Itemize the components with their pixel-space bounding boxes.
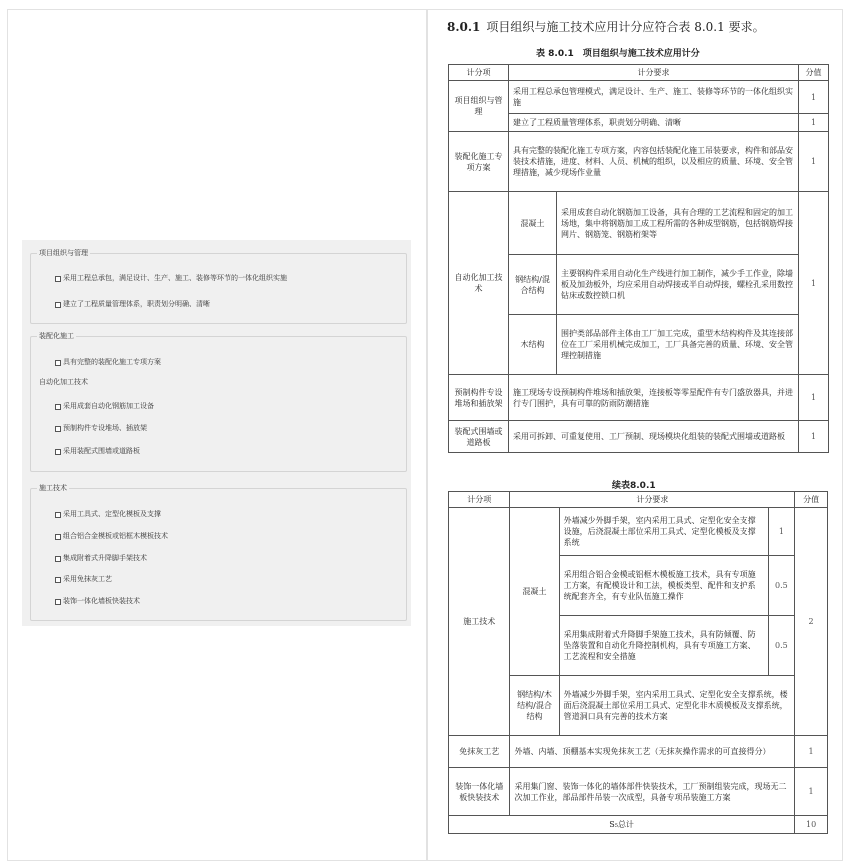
checkbox-box[interactable] [55, 426, 61, 432]
table-row: 木结构 围护类部品部件主体由工厂加工完成，重型木结构构件及其连接部位在工厂采用机械完成加工，工厂具备完善的质量、环境、安全管理控制措施 [449, 315, 829, 375]
table-row: 采用组合铝合金模或铝框木模板施工技术，具有专项施工方案，有配模设计和工法，模板类型、配件和支护系统配套齐全，有专业队伍施工操作 0.5 [449, 556, 828, 616]
table-row: 钢结构/木结构/混合结构 外墙减少外脚手架，室内采用工具式、定型化安全支撑系统，楼面后浇混凝土部位采用工具式、定型化非木质模板及支撑系统，管道洞口具有完善的技术方案 [449, 676, 828, 736]
score-table [448, 64, 829, 453]
checkbox-quality-system[interactable]: 建立了工程质量管理体系，职责划分明确、清晰 [55, 300, 210, 309]
checkbox-plaster-free[interactable]: 采用免抹灰工艺 [55, 575, 112, 584]
checkbox-storage-yard[interactable]: 预制构件专设堆场、插放架 [55, 424, 147, 433]
checkbox-box[interactable] [55, 512, 61, 518]
table-row: 采用集成附着式升降脚手架施工技术，具有防倾覆、防坠落装置和自动化升降控制机构，具有专项施工方案、工艺流程和安全措施 0.5 [449, 616, 828, 676]
subsection-legend: 自动化加工技术 [39, 378, 88, 386]
checklist-form [22, 240, 411, 626]
checkbox-box[interactable] [55, 556, 61, 562]
checkbox-prefab-wall[interactable]: 采用装配式围墙或道路板 [55, 447, 140, 456]
checkbox-rebar-equipment[interactable]: 采用成套自动化钢筋加工设备 [55, 402, 154, 411]
table-row: 项目组织与管理 采用工程总承包管理模式，满足设计、生产、施工、装修等环节的一体化组织实施 1 [449, 81, 829, 114]
table-row: 预制构件专设堆场和插放架 施工现场专设预制构件堆场和插放架，连接板等零星配件有专门盛放器具，并进行专门围护，具有可靠的防雨防潮措施 1 [449, 375, 829, 421]
checkbox-epc[interactable]: 采用工程总承包，满足设计、生产、施工、装修等环节的一体化组织实施 [55, 274, 287, 283]
table-row: 装配化施工专项方案 具有完整的装配化施工专项方案，内容包括装配化施工吊装要求，构件和部品安装技术措施，进度、材料、人员、机械的组织，以及相应的质量、环境、安全管理措施，减少现场作业量 1 [449, 132, 829, 192]
table1-caption: 表 8.0.1 项目组织与施工技术应用计分 [536, 49, 700, 59]
checkbox-box[interactable] [55, 302, 61, 308]
checkbox-box[interactable] [55, 276, 61, 282]
table-row: 施工技术 混凝土 外墙减少外脚手架，室内采用工具式、定型化安全支撑设施，后浇混凝土部位采用工具式、定型化模板及支撑系统 1 2 [449, 508, 828, 556]
score-table-continued [448, 491, 828, 834]
table-row: 免抹灰工艺 外墙、内墙、顶棚基本实现免抹灰工艺（无抹灰操作需求的可直接得分） 1 [449, 736, 828, 768]
table-row: 装配式围墙或道路板 采用可拆卸、可重复使用、工厂预制、现场模块化组装的装配式围墙或道路板 1 [449, 421, 829, 453]
table-row: 建立了工程质量管理体系，职责划分明确、清晰 1 [449, 114, 829, 132]
checkbox-tool-formwork[interactable]: 采用工具式、定型化模板及支撑 [55, 510, 161, 519]
checkbox-box[interactable] [55, 599, 61, 605]
section-legend: 装配化施工 [39, 332, 74, 340]
checkbox-box[interactable] [55, 360, 61, 366]
checkbox-climbing-scaffold[interactable]: 集成附着式升降脚手架技术 [55, 554, 147, 563]
checkbox-box[interactable] [55, 577, 61, 583]
section-legend: 施工技术 [39, 484, 67, 492]
checkbox-construction-plan[interactable]: 具有完整的装配化施工专项方案 [55, 358, 161, 367]
checkbox-box[interactable] [55, 404, 61, 410]
table-header-row: 计分项 计分要求 分值 [449, 492, 828, 508]
checkbox-wallboard-install[interactable]: 装饰一体化墙板快装技术 [55, 597, 140, 606]
table-row: 装饰一体化墙板快装技术 采用集门窗、装饰一体化的墙体部件快装技术，工厂预制组装完成，现场无二次加工作业，部品部件吊装一次成型，具备专项吊装施工方案 1 [449, 768, 828, 816]
clause-heading: 8.0.1 项目组织与施工技术应用计分应符合表 8.0.1 要求。 [447, 20, 765, 34]
checkbox-box[interactable] [55, 449, 61, 455]
table-header-row: 计分项 计分要求 分值 [449, 65, 829, 81]
section-legend: 项目组织与管理 [39, 249, 88, 257]
section-project-org [30, 249, 407, 324]
table-row: 自动化加工技术 混凝土 采用成套自动化钢筋加工设备，具有合理的工艺流程和固定的加工场地，集中将钢筋加工成工程所需的各种成型钢筋，包括钢筋焊接网片、钢筋笼、钢筋桁架等 1 [449, 192, 829, 255]
table2-caption: 续表8.0.1 [612, 481, 656, 491]
checkbox-box[interactable] [55, 534, 61, 540]
table-total-row: S₅总计 10 [449, 816, 828, 834]
table-row: 钢结构/混合结构 主要钢构件采用自动化生产线进行加工制作，减少手工作业，除墙板及加劲板外，均应采用自动焊接或半自动焊接，螺栓孔采用数控钻床或数控锁口机 [449, 255, 829, 315]
checkbox-aluminum-formwork[interactable]: 组合铝合金模板或铝框木模板技术 [55, 532, 168, 541]
